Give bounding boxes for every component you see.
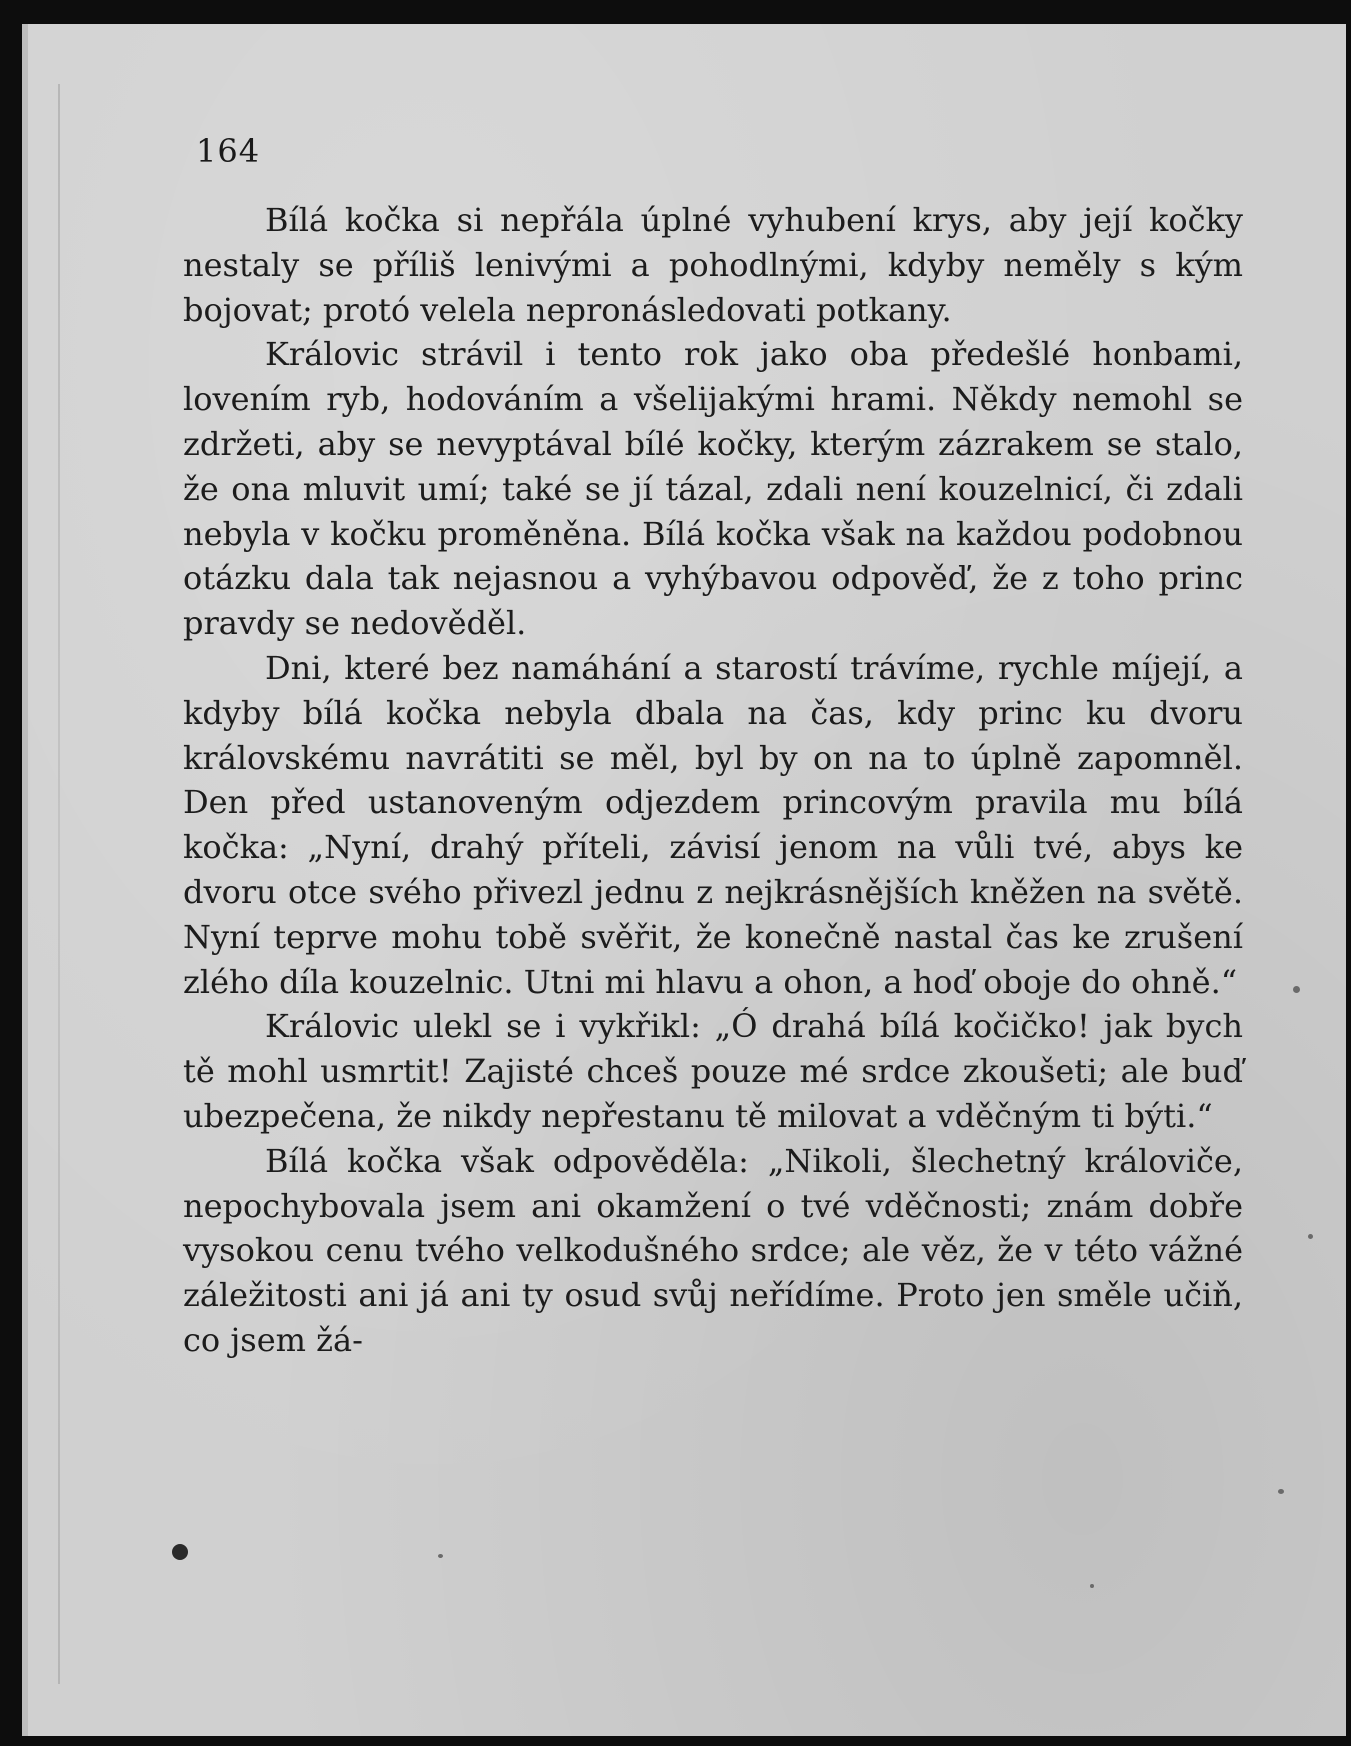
paragraph-3: Dni, které bez namáhání a starostí trávíme, rychle míjejí, a kdyby bílá kočka nebyla dbala na čas, kdy princ ku dvoru královskému navrátiti se měl, byl by on na to úplně zapomněl. Den před ustanoveným odjezdem princovým pravila mu bílá kočka: „Nyní, drahý příteli, závisí jenom na vůli tvé, abys ke dvoru otce svého přivezl jednu z nejkrásnějších kněžen na světě. Nyní teprve mohu tobě svěřit, že konečně nastal čas ke zrušení zlého díla kouzelnic. Utni mi hlavu a ohon, a hoď oboje do ohně.“ — [183, 648, 1243, 1001]
paragraph-4: Královic ulekl se i vykřikl: „Ó drahá bílá kočičko! jak bych tě mohl usmrtit! Zajisté chceš pouze mé srdce zkoušeti; ale buď ubezpečena, že nikdy nepřestanu tě milovat a vděčným ti býti.“ — [183, 1007, 1243, 1135]
book-page — [22, 24, 1346, 1736]
scan-speck — [1293, 986, 1300, 993]
body-text — [183, 198, 1243, 1363]
scan-speck — [1308, 1234, 1313, 1239]
page-number: 164 — [196, 132, 261, 170]
scan-speck — [438, 1554, 443, 1558]
paragraph-2: Královic strávil i tento rok jako oba předešlé honbami, lovením ryb, hodováním a všelijakými hrami. Někdy nemohl se zdržeti, aby se nevyptával bílé kočky, kterým zázrakem se stalo, že ona mluvit umí; také se jí tázal, zdali není kouzelnicí, či zdali nebyla v kočku proměněna. Bílá kočka však na každou podobnou otázku dala tak nejasnou a vyhýbavou odpověď, že z toho princ pravdy se nedověděl. — [183, 335, 1243, 643]
scan-speck — [172, 1544, 188, 1560]
paragraph-1: Bílá kočka si nepřála úplné vyhubení krys, aby její kočky nestaly se příliš lenivými a pohodlnými, kdyby neměly s kým bojovat; protó velela nepronásledovati potkany. — [183, 201, 1243, 329]
scan-speck — [1278, 1489, 1284, 1494]
paragraph-5: Bílá kočka však odpověděla: „Nikoli, šlechetný královiče, nepochybovala jsem ani okamžení o tvé vděčnosti; znám dobře vysokou cenu tvého velkodušného srdce; ale věz, že v této vážné záležitosti ani já ani ty osud svůj neřídíme. Proto jen směle učiň, co jsem žá- — [183, 1141, 1243, 1359]
page-edge-shadow — [58, 84, 60, 1684]
scan-speck — [1090, 1584, 1094, 1588]
